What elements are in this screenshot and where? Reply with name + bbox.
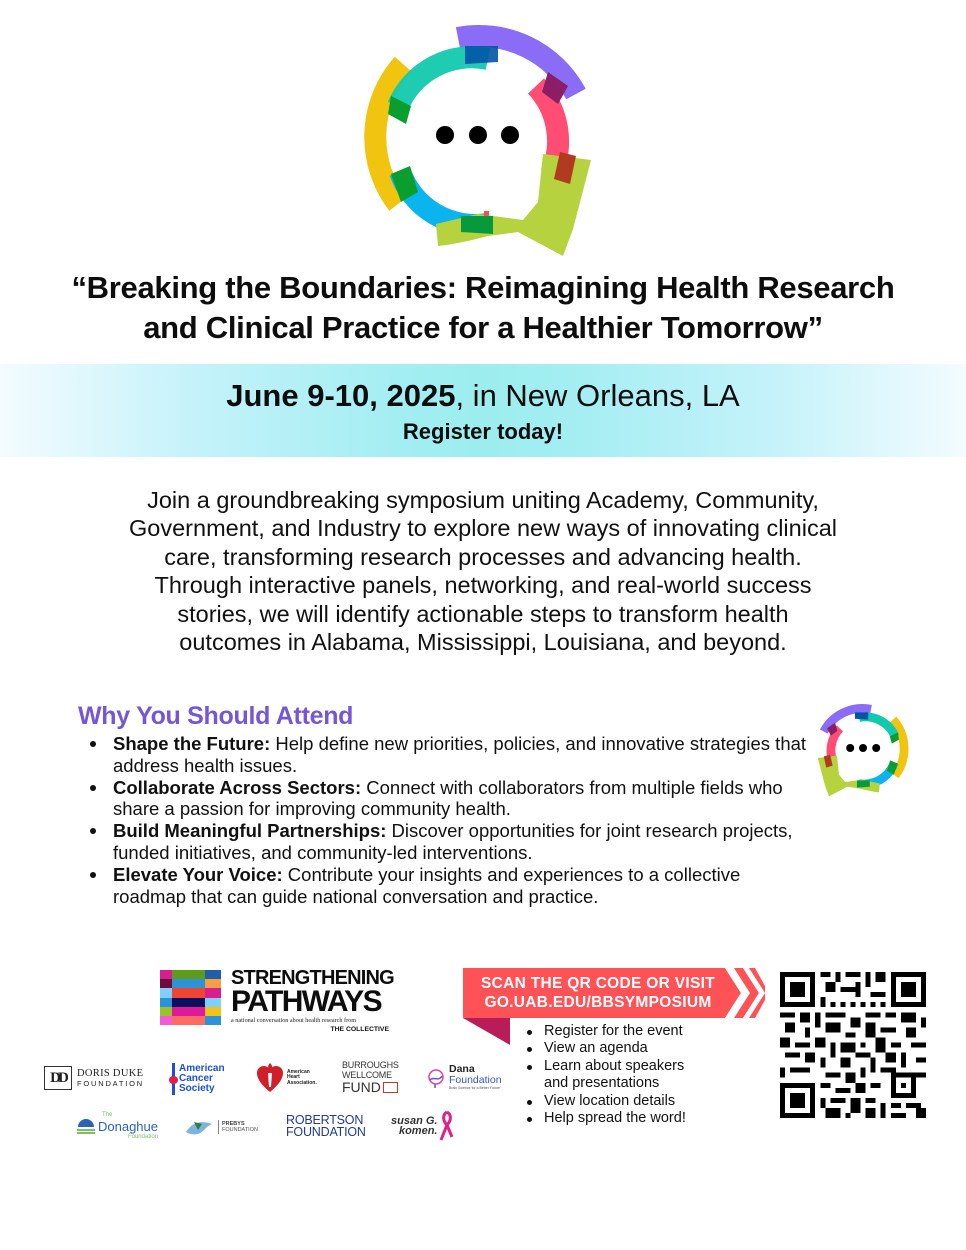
sponsor-burroughs-wellcome-fund-logo (342, 1061, 399, 1094)
mosaic-tile (172, 1007, 205, 1016)
intro-line: Join a groundbreaking symposium uniting Academy, Community, (147, 487, 819, 513)
sponsor-name: American (179, 1062, 225, 1074)
event-title-line: and Clinical Practice for a Healthier Tomorrow” (143, 310, 823, 345)
pink-ribbon-icon (438, 1111, 454, 1141)
mosaic-tile (160, 988, 172, 997)
why-attend-item (88, 733, 818, 777)
bwf-seal-icon (383, 1082, 398, 1093)
item-text: Help define new priorities, policies, and innovative strategies that address health issues. (113, 733, 807, 776)
intro-line: outcomes in Alabama, Mississippi, Louisiana, and beyond. (179, 629, 787, 656)
item-title: Build Meaningful Partnerships: (113, 820, 387, 842)
sponsor-name: Donaghue (98, 1118, 158, 1134)
sponsor-name: Foundation (127, 1134, 158, 1140)
sponsor-robertson-foundation-logo (286, 1114, 366, 1138)
mosaic-tile (172, 1016, 205, 1025)
donaghue-sunrise-icon (76, 1118, 96, 1134)
mosaic-tile (205, 1016, 221, 1025)
mosaic-tile (160, 1016, 172, 1025)
qr-benefit-item: Register for the event (526, 1023, 701, 1040)
sponsor-name: DORIS DUKE (77, 1067, 144, 1079)
sponsor-name: WELLCOME (342, 1069, 392, 1080)
qr-code-icon[interactable] (780, 972, 926, 1118)
sponsor-doris-duke-logo (44, 1066, 144, 1090)
mosaic-tile (160, 970, 172, 979)
intro-line: Through interactive panels, networking, and real-world success (154, 572, 812, 599)
register-cta: Register today! (402, 419, 564, 444)
sponsor-name: FOUNDATION (286, 1125, 366, 1139)
qr-benefit-item: View location details (526, 1093, 701, 1110)
sponsor-name: PREBYS (222, 1121, 245, 1127)
mosaic-tile (205, 970, 221, 979)
sponsor-name: Society (179, 1083, 215, 1095)
why-attend-heading: Why You Should Attend (78, 702, 354, 730)
sponsor-name: Foundation (449, 1074, 502, 1086)
mosaic-tile (172, 979, 205, 988)
mosaic-tile (172, 988, 205, 997)
sponsor-name: susan G. (391, 1115, 438, 1127)
item-title: Elevate Your Voice: (113, 863, 283, 885)
qr-banner-text (466, 974, 730, 1012)
sponsor-name: American (287, 1068, 310, 1075)
event-date: June 9-10, 2025 (226, 378, 456, 413)
sponsor-name: Heart (287, 1074, 300, 1081)
item-title: Collaborate Across Sectors: (113, 776, 362, 798)
intro-line: care, transforming research processes and advancing health. (164, 543, 802, 570)
qr-benefit-item: View an agenda (526, 1040, 701, 1057)
sponsor-dana-foundation-logo (426, 1064, 502, 1091)
brain-icon (426, 1068, 446, 1088)
sponsor-name: The (102, 1112, 113, 1118)
why-attend-list (88, 733, 818, 907)
item-title: Shape the Future: (113, 733, 271, 754)
intro-line: Government, and Industry to explore new ways of innovating clinical (129, 515, 837, 542)
mosaic-tile (160, 1007, 172, 1016)
intro-paragraph (60, 486, 906, 656)
sponsor-name: Dana (449, 1063, 475, 1075)
sp-title-line1: STRENGTHENING (231, 967, 394, 989)
item-text: Contribute your insights and experiences to a collective roadmap that can guide national conversation and practice. (113, 863, 741, 907)
speech-bubble-logo-small-icon (815, 700, 911, 800)
why-attend-item (88, 864, 818, 908)
doris-duke-mark-icon: DD (44, 1066, 72, 1090)
divider (218, 1120, 219, 1134)
item-text: Connect with collaborators from multiple fields who share a passion for improving community health. (113, 776, 783, 820)
event-location: , in New Orleans, LA (455, 378, 740, 413)
sp-org: THE COLLECTIVE (330, 1026, 389, 1033)
why-attend-item (88, 777, 818, 821)
sponsor-prebys-foundation-logo (184, 1118, 258, 1136)
prebys-wave-icon (184, 1118, 214, 1136)
qr-banner-line1: SCAN THE QR CODE OR VISIT (481, 975, 715, 992)
intro-line: stories, we will identify actionable steps to transform health (177, 600, 789, 627)
mosaic-tile (205, 998, 221, 1007)
mosaic-tile (205, 988, 221, 997)
sponsor-donaghue-foundation-logo (76, 1112, 158, 1141)
event-title-line: “Breaking the Boundaries: Reimagining Health Research (71, 270, 895, 305)
mosaic-tile (160, 979, 172, 988)
heart-torch-icon (257, 1063, 283, 1093)
sp-title-line2: PATHWAYS (231, 985, 382, 1018)
sponsor-name: ROBERTSON (286, 1113, 364, 1127)
sponsor-name: FUND (342, 1079, 381, 1095)
qr-benefit-item: Learn about speakers and presentations (526, 1058, 701, 1093)
qr-benefits-list (526, 1023, 701, 1127)
sponsor-name: BURROUGHS (342, 1060, 399, 1070)
qr-benefit-item: Help spread the word! (526, 1110, 701, 1127)
mosaic-tile (172, 970, 205, 979)
sp-subtitle: a national conversation about health research from (231, 1017, 357, 1024)
sponsor-susan-g-komen-logo (391, 1111, 454, 1141)
event-date-location (0, 376, 966, 416)
sponsor-american-cancer-society-logo (172, 1063, 225, 1095)
why-attend-item (88, 820, 818, 864)
sponsor-name: Cancer (179, 1072, 213, 1084)
sponsor-name: FOUNDATION (77, 1078, 145, 1088)
sponsor-american-heart-association-logo (257, 1063, 317, 1093)
mosaic-tile (160, 998, 172, 1007)
mosaic-tile (205, 979, 221, 988)
strengthening-pathways-mosaic-icon (160, 970, 221, 1025)
sponsor-tagline: Brain Science for a Better Future (449, 1086, 500, 1090)
speech-bubble-logo-icon (358, 24, 598, 256)
sponsor-name: FOUNDATION (222, 1127, 258, 1133)
mosaic-tile (172, 998, 205, 1007)
event-title (0, 268, 966, 348)
strengthening-pathways-logo (231, 968, 394, 1034)
sponsor-name: komen. (398, 1125, 438, 1137)
qr-banner-url[interactable]: GO.UAB.EDU/BBSYMPOSIUM (484, 994, 712, 1011)
item-text: Discover opportunities for joint research projects, funded initiatives, and community-led interventions. (113, 820, 793, 863)
mosaic-tile (205, 1007, 221, 1016)
sponsor-name: Association. (287, 1079, 317, 1086)
acs-sword-icon (172, 1063, 175, 1095)
